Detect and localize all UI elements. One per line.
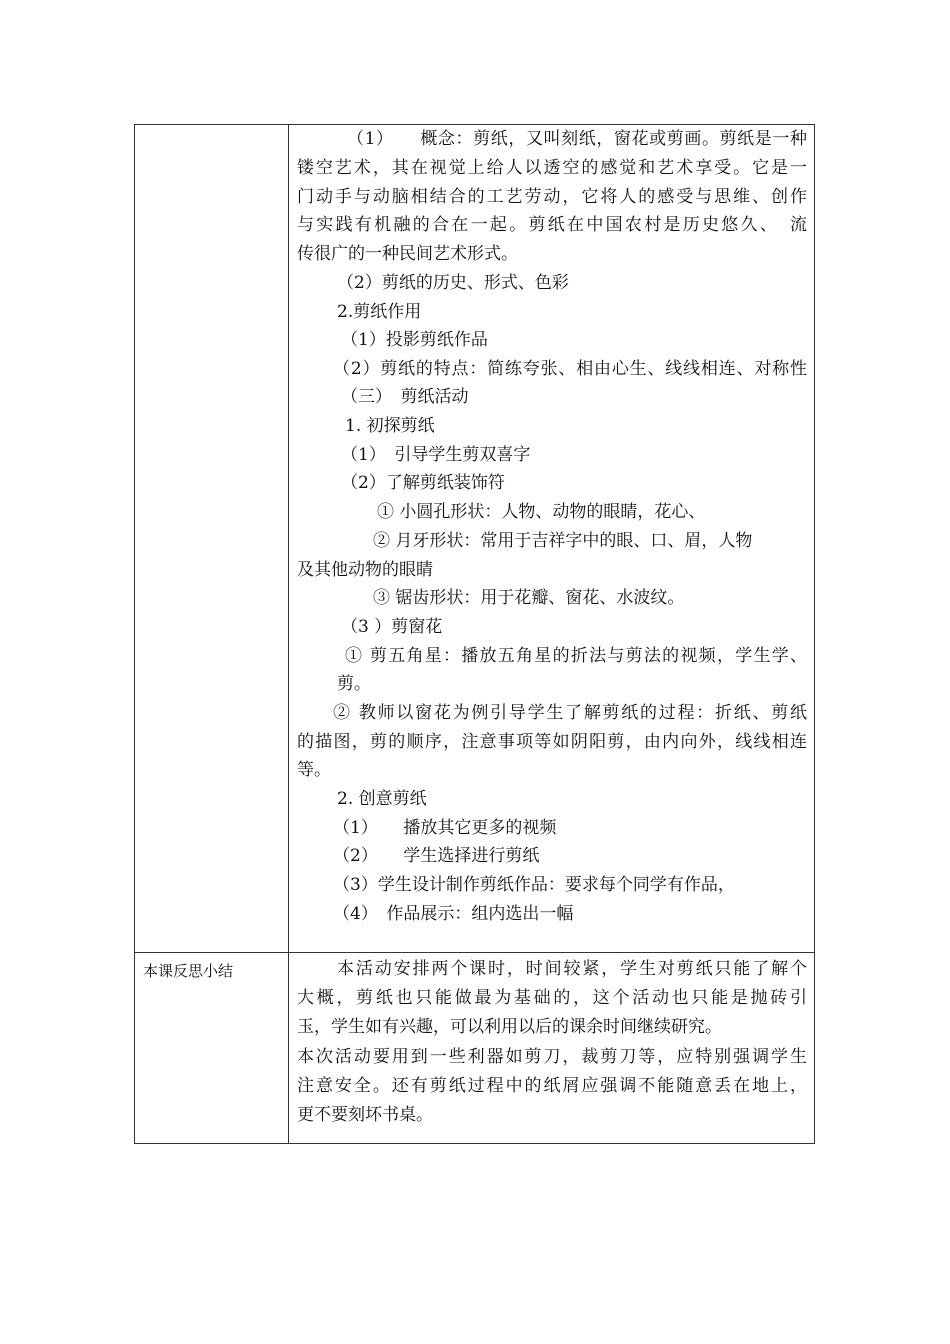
text-line: ① 剪五角星：播放五角星的折法与剪法的视频，学生学、: [345, 646, 807, 666]
text-line: 与实践有机融的合在一起。剪纸在中国农村是历史悠久、 流: [297, 215, 807, 235]
text-line: 门动手与动脑相结合的工艺劳动，它将人的感受与思维、创作: [297, 187, 807, 207]
text-line: 剪。: [337, 674, 371, 694]
summary-line: 注意安全。还有剪纸过程中的纸屑应强调不能随意丢在地上，: [297, 1076, 807, 1096]
row-divider: [135, 952, 814, 953]
text-line: （4） 作品展示：组内选出一幅: [333, 904, 574, 924]
text-line: （1） 引导学生剪双喜字: [341, 445, 531, 465]
summary-line: 本次活动要用到一些利器如剪刀，裁剪刀等，应特别强调学生: [297, 1047, 807, 1067]
text-line: （1） 播放其它更多的视频: [333, 818, 557, 838]
text-line: ② 教师以窗花为例引导学生了解剪纸的过程：折纸、剪纸: [333, 703, 807, 723]
text-line: （1） 概念：剪纸，又叫刻纸，窗花或剪画。剪纸是一种: [347, 129, 807, 149]
text-line: ① 小圆孔形状：人物、动物的眼睛，花心、: [377, 502, 706, 522]
text-line: 1. 初探剪纸: [345, 416, 435, 436]
text-line: （2）剪纸的特点：简练夸张、相由心生、线线相连、对称性: [333, 359, 807, 379]
summary-label: 本课反思小结: [143, 962, 234, 980]
text-line: （2） 学生选择进行剪纸: [333, 846, 540, 866]
text-line: 的描图，剪的顺序，注意事项等如阴阳剪，由内向外，线线相连: [297, 732, 807, 752]
text-line: ② 月牙形状：常用于吉祥字中的眼、口、眉，人物: [373, 531, 753, 551]
text-line: （2）了解剪纸装饰符: [341, 473, 505, 493]
column-divider: [288, 125, 289, 1143]
text-line: 传很广的一种民间艺术形式。: [297, 244, 518, 264]
summary-line: 玉，学生如有兴趣，可以利用以后的课余时间继续研究。: [297, 1017, 722, 1037]
text-line: （2）剪纸的历史、形式、色彩: [337, 273, 569, 293]
text-line: 及其他动物的眼睛: [297, 560, 433, 580]
text-line: （1）投影剪纸作品: [341, 330, 488, 350]
text-line: （3 ）剪窗花: [341, 617, 443, 637]
text-line: 2.剪纸作用: [337, 302, 422, 322]
text-line: 镂空艺术，其在视觉上给人以透空的感觉和艺术享受。它是一: [297, 158, 807, 178]
summary-line: 大概，剪纸也只能做最为基础的，这个活动也只能是抛砖引: [297, 988, 807, 1008]
text-line: 等。: [297, 760, 331, 780]
summary-line: 本活动安排两个课时，时间较紧，学生对剪纸只能了解个: [337, 959, 807, 979]
summary-line: 更不要刻坏书桌。: [297, 1105, 433, 1125]
text-line: ③ 锯齿形状：用于花瓣、窗花、水波纹。: [373, 588, 685, 608]
text-line: （3）学生设计制作剪纸作品：要求每个同学有作品，: [333, 875, 735, 895]
lesson-table: [134, 124, 815, 1144]
text-line: （三） 剪纸活动: [341, 387, 469, 407]
text-line: 2. 创意剪纸: [337, 789, 427, 809]
